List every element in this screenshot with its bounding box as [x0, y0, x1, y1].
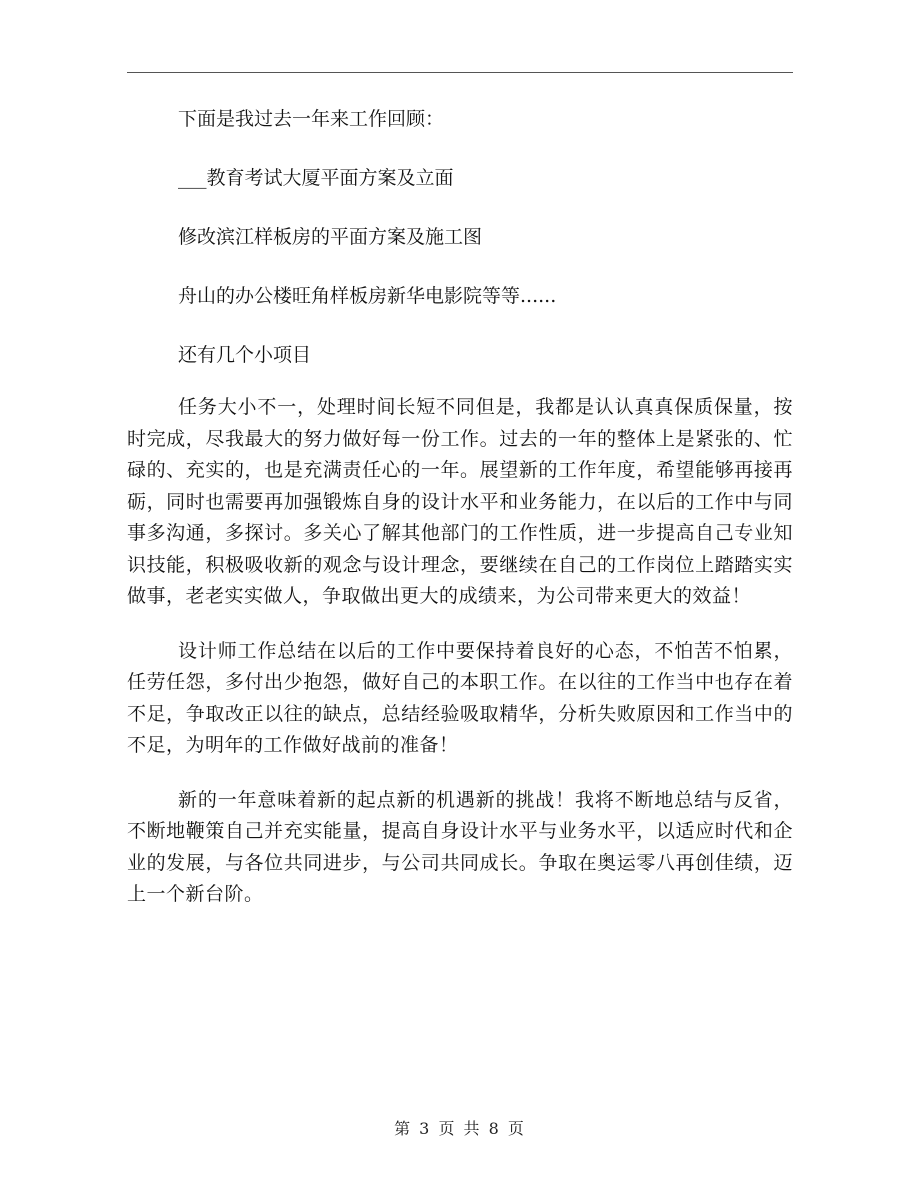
body-paragraph: 新的一年意味着新的起点新的机遇新的挑战！我将不断地总结与反省，不断地鞭策自己并充实能量，提高自身设计水平与业务水平，以适应时代和企业的发展，与各位共同进步，与公司共同成长。争取在奥运零八再创佳绩，迈上一个新台阶。 — [127, 788, 793, 905]
document-body — [127, 104, 793, 934]
intro-line: 下面是我过去一年来工作回顾： — [178, 108, 445, 130]
project-line: 修改滨江样板房的平面方案及施工图 — [178, 226, 483, 248]
header-rule — [127, 72, 793, 73]
body-paragraph: 任务大小不一，处理时间长短不同但是，我都是认认真真保质保量，按时完成，尽我最大的努力做好每一份工作。过去的一年的整体上是紧张的、忙碌的、充实的，也是充满责任心的一年。展望新的工作年度，希望能够再接再砺，同时也需要再加强锻炼自身的设计水平和业务能力，在以后的工作中与同事多沟通，多探讨。多关心了解其他部门的工作性质，进一步提高自己专业知识技能，积极吸收新的观念与设计理念，要继续在自己的工作岗位上踏踏实实做事，老老实实做人，争取做出更大的成绩来，为公司带来更大的效益！ — [127, 396, 793, 607]
project-line: ___教育考试大厦平面方案及立面 — [178, 167, 454, 189]
body-paragraph: 设计师工作总结在以后的工作中要保持着良好的心态，不怕苦不怕累，任劳任怨，多付出少抱怨，做好自己的本职工作。在以往的工作当中也存在着不足，争取改正以往的缺点，总结经验吸取精华，分析失败原因和工作当中的不足，为明年的工作做好战前的准备！ — [127, 639, 793, 756]
page-number: 第 3 页 共 8 页 — [394, 1119, 526, 1138]
project-line: 舟山的办公楼旺角样板房新华电影院等等...... — [178, 285, 557, 307]
project-line: 还有几个小项目 — [178, 344, 312, 366]
